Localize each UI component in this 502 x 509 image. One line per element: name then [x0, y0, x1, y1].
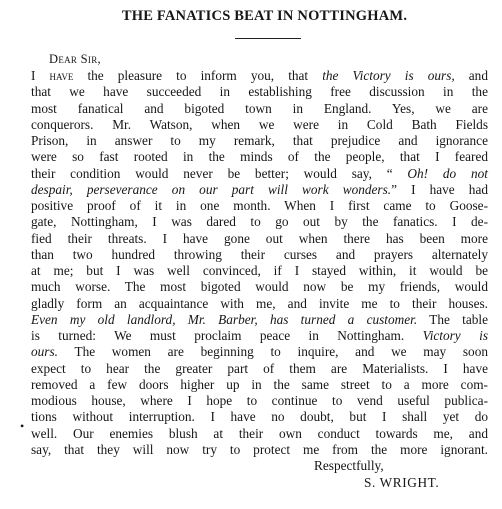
margin-mark: • — [20, 419, 25, 433]
letter-text: their condition would never be better; would say, “ — [31, 165, 408, 181]
letter-line — [31, 328, 488, 344]
letter-line — [31, 344, 488, 360]
letter-line: removed a few doors higher up in the same street to a more com- — [31, 376, 488, 392]
closing: Respectfully, — [314, 458, 384, 473]
letter-text-smallcaps: have — [49, 68, 74, 83]
letter-text: The women are beginning to inquire, and we may soon — [57, 344, 488, 360]
article-title: THE FANATICS BEAT IN NOTTINGHAM. — [121, 8, 408, 24]
letter-text: The table — [417, 311, 488, 327]
letter-text-italic: Even my old landlord, Mr. Barber, has turned a customer. — [31, 311, 418, 327]
letter-line: gladly form an acquaintance with me, and invite me to their houses. — [31, 295, 488, 311]
salutation: Dear Sir, — [49, 52, 101, 66]
letter-line: fied their threats. I have gone out when there has been more — [31, 230, 488, 246]
letter-text-italic: the Victory is ours, — [322, 68, 455, 83]
letter-line: Prison, in answer to my remark, that prejudice and ignorance — [31, 133, 488, 148]
letter-text: the pleasure to inform you, that — [73, 68, 323, 83]
signature: S. WRIGHT. — [364, 475, 440, 490]
letter-text: is turned: We must proclaim peace in Nottingham. — [31, 328, 423, 343]
letter-line: at me; but I was well convinced, if I stayed within, it would be — [31, 263, 488, 278]
letter-line: tions without interruption. I have no doubt, but I shall yet do — [31, 409, 488, 425]
letter-line: much worse. The most bigoted would now be my friends, would — [31, 279, 488, 295]
letter-line: say, that they will now try to protect me from the more ignorant. — [31, 441, 488, 457]
letter-text-italic: Victory is — [422, 328, 488, 343]
letter-text-italic: despair, perseverance on our part will work wonders. — [31, 181, 392, 197]
letter-line: than two hundred throwing their curses and prayers alternately — [31, 246, 488, 262]
letter-body — [31, 68, 488, 458]
letter-line: that we have succeeded in establishing free discussion in the — [31, 84, 488, 100]
letter-line — [31, 182, 488, 198]
letter-text: ” I have had — [391, 181, 488, 197]
letter-text: and — [454, 68, 488, 83]
title-divider — [235, 38, 301, 39]
letter-line: modious house, where I hope to continue to vend useful publica- — [31, 393, 488, 408]
letter-line — [31, 166, 488, 182]
letter-text-italic: ours. — [31, 344, 58, 360]
letter-text-italic: Oh! do not — [407, 165, 488, 181]
letter-line — [31, 312, 488, 328]
letter-line: were so fast rooted in the minds of the people, that I feared — [31, 149, 488, 165]
letter-text: I — [31, 68, 50, 83]
letter-line: positive proof of it in one month. When I first came to Goose- — [31, 198, 488, 213]
letter-line: well. Our enemies blush at their own conduct towards me, and — [31, 425, 488, 441]
letter-line: expect to hear the greater part of them are Materialists. I have — [31, 360, 488, 376]
letter-line: gate, Nottingham, I was dared to go out by the fanatics. I de- — [31, 214, 488, 230]
letter-line — [31, 68, 488, 84]
letter-line: most fanatical and bigoted town in England. Yes, we are — [31, 100, 488, 116]
letter-line: conquerors. Mr. Watson, when we were in Cold Bath Fields — [31, 116, 488, 132]
